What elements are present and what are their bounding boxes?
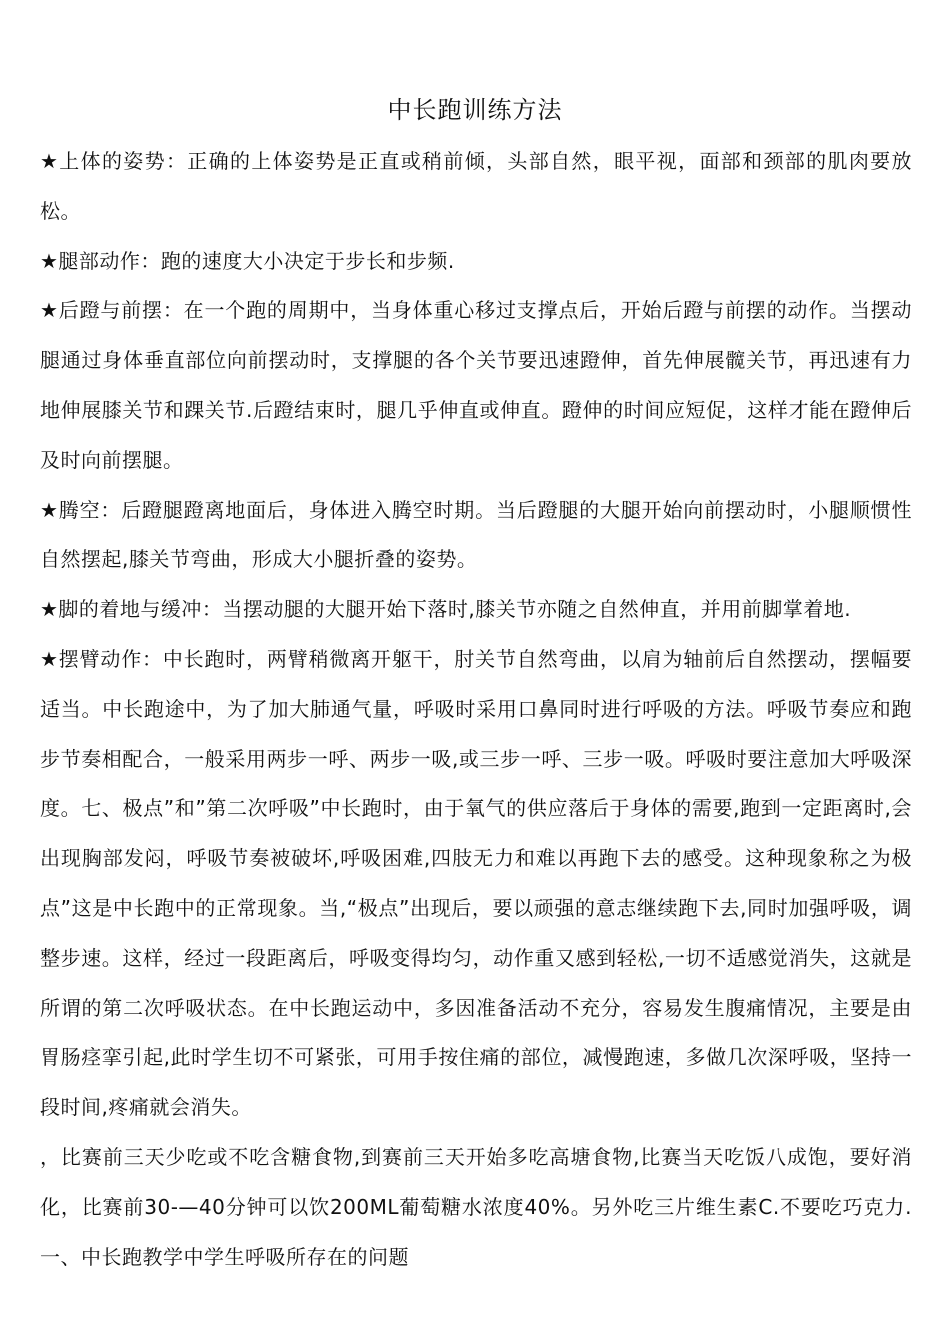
paragraph-diet-before-race: ，比赛前三天少吃或不吃含糖食物,到赛前三天开始多吃高塘食物,比赛当天吃饭八成饱，要好消化，比赛前30-—40分钟可以饮200ML葡萄糖水浓度40%。另外吃三片维生素C.不要吃巧克力.一、中长跑教学中学生呼吸所存在的问题: [40, 1144, 912, 1269]
paragraph-foot-landing: ★脚的着地与缓冲：当摆动腿的大腿开始下落时,膝关节亦随之自然伸直，并用前脚掌着地.: [40, 597, 852, 622]
paragraph-leg-movement: ★腿部动作：跑的速度大小决定于步长和步频.: [40, 248, 455, 273]
paragraph-arm-swing-and-breathing: ★摆臂动作：中长跑时，两臂稍微离开躯干，肘关节自然弯曲，以肩为轴前后自然摆动，摆幅要适当。中长跑途中，为了加大肺通气量，呼吸时采用口鼻同时进行呼吸的方法。呼吸节奏应和跑步节奏相配合，一般采用两步一呼、两步一吸,或三步一呼、三步一吸。呼吸时要注意加大呼吸深度。七、极点”和”第二次呼吸”中长跑时，由于氧气的供应落后于身体的需要,跑到一定距离时,会出现胸部发闷，呼吸节奏被破坏,呼吸困难,四肢无力和难以再跑下去的感受。这种现象称之为极点”这是中长跑中的正常现象。当,“极点”出现后，要以顽强的意志继续跑下去,同时加强呼吸，调整步速。这样，经过一段距离后，呼吸变得均匀，动作重又感到轻松,一切不适感觉消失，这就是所谓的第二次呼吸状态。在中长跑运动中，多因准备活动不充分，容易发生腹痛情况，主要是由胃肠痉挛引起,此时学生切不可紧张，可用手按住痛的部位，减慢跑速，多做几次深呼吸，坚持一段时间,疼痛就会消失。: [40, 646, 912, 1120]
paragraph-flight-phase: ★腾空：后蹬腿蹬离地面后，身体进入腾空时期。当后蹬腿的大腿开始向前摆动时，小腿顺惯性自然摆起,膝关节弯曲，形成大小腿折叠的姿势。: [40, 497, 912, 572]
paragraph-push-off-and-swing: ★后蹬与前摆：在一个跑的周期中，当身体重心移过支撑点后，开始后蹬与前摆的动作。当摆动腿通过身体垂直部位向前摆动时，支撑腿的各个关节要迅速蹬伸，首先伸展髋关节，再迅速有力地伸展膝关节和踝关节.后蹬结束时，腿几乎伸直或伸直。蹬伸的时间应短促，这样才能在蹬伸后及时向前摆腿。: [40, 298, 912, 472]
document-body: [40, 137, 912, 1282]
paragraph-upper-body-posture: ★上体的姿势：正确的上体姿势是正直或稍前倾，头部自然，眼平视，面部和颈部的肌肉要放松。: [40, 149, 912, 223]
document-title: 中长跑训练方法: [387, 96, 563, 124]
